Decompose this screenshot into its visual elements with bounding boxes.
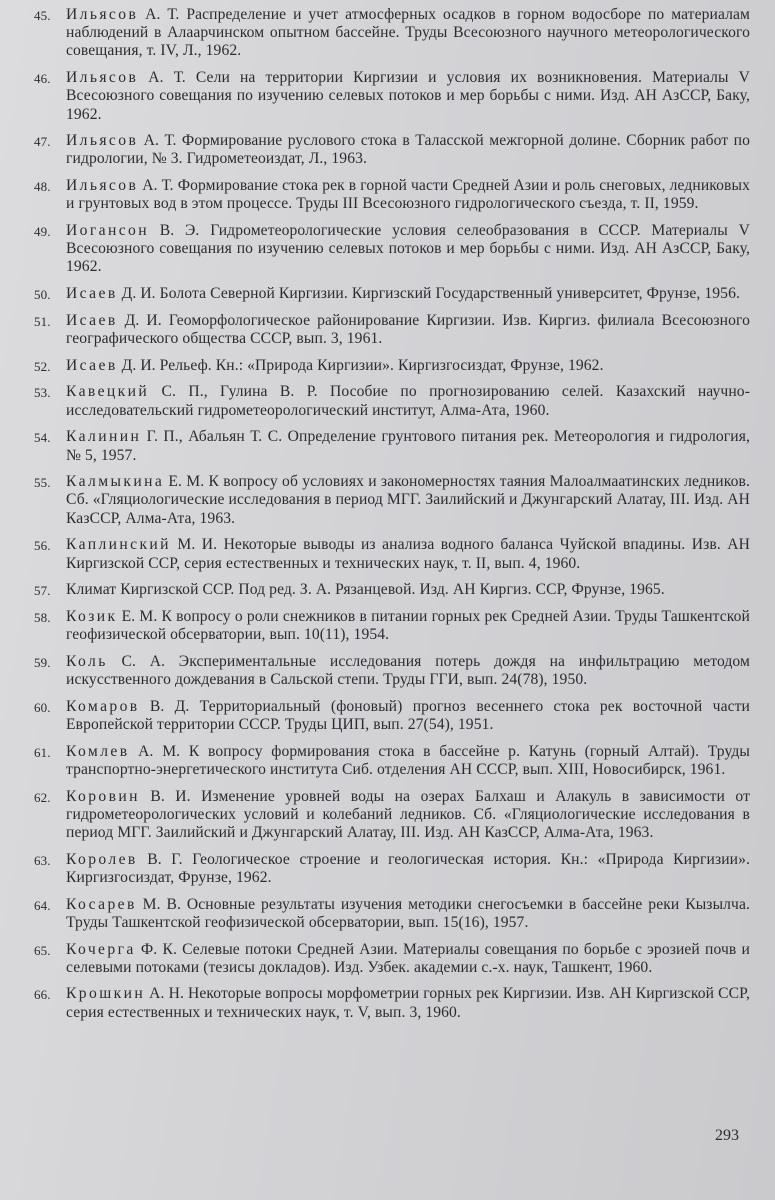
- reference-number: 49.: [34, 224, 51, 240]
- reference-number: 65.: [34, 942, 51, 958]
- reference-text: А. Т. Формирование руслового стока в Таласской межгорной долине. Сборник работ по гидрологии, № 3. Гидрометеоиздат, Л., 1963.: [66, 132, 750, 168]
- reference-author: Коровин: [66, 787, 140, 805]
- reference-text: В. Д. Территориальный (фоновый) прогноз весеннего стока рек восточной части Европейской территории СССР. Труды ЦИП, вып. 27(54), 1951.: [66, 697, 750, 733]
- reference-entry: [34, 851, 750, 887]
- reference-entry: [34, 698, 750, 734]
- reference-author: Крошкин: [66, 985, 146, 1003]
- reference-text: А. Н. Некоторые вопросы морфометрии горных рек Киргизии. Изв. АН Киргизской ССР, серия естественных и технических наук, т. V, вып. 3, 1960.: [66, 985, 750, 1021]
- reference-entry: [34, 285, 750, 303]
- reference-text: Е. М. К вопросу об условиях и закономерностях таяния Малоалмаатинских ледников. Сб. «Гляциологические исследования в период МГГ. Заилийский и Джунгарский Алатау, III. Изд. АН КазССР, Алма-Ата, 1963.: [66, 473, 750, 527]
- reference-text: А. М. К вопросу формирования стока в бассейне р. Катунь (горный Алтай). Труды транспортно-энергетического института Сиб. отделения АН СССР, вып. XIII, Новосибирск, 1961.: [66, 742, 750, 778]
- reference-entry: [34, 608, 750, 644]
- reference-entry: [34, 132, 750, 168]
- reference-text: Ф. К. Селевые потоки Средней Азии. Материалы совещания по борьбе с эрозией почв и селевыми потоками (тезисы докладов). Изд. Узбек. академии с.-х. наук, Ташкент, 1960.: [66, 940, 750, 976]
- reference-text: А. Т. Сели на территории Киргизии и условия их возникновения. Материалы V Всесоюзного совещания по изучению селевых потоков и мер борьбы с ними. Изд. АН АзССР, Баку, 1962.: [66, 69, 750, 123]
- reference-number: 62.: [34, 789, 51, 805]
- reference-text: М. В. Основные результаты изучения методики снегосъемки в бассейне реки Кызылча. Труды Ташкентской геофизической обсерватории, вып. 15(16), 1957.: [66, 895, 750, 931]
- reference-entry: [34, 177, 750, 213]
- reference-entry: [34, 653, 750, 689]
- reference-text: В. Г. Геологическое строение и геологическая история. Кн.: «Природа Киргизии». Киргизгосиздат, Фрунзе, 1962.: [66, 850, 750, 886]
- reference-number: 48.: [34, 179, 51, 195]
- reference-number: 51.: [34, 313, 51, 329]
- reference-text: М. И. Некоторые выводы из анализа водного баланса Чуйской впадины. Изв. АН Киргизской ССР, серия естественных и технических наук, т. II, вып. 4, 1960.: [66, 536, 750, 572]
- reference-number: 64.: [34, 897, 51, 913]
- reference-author: Исаев: [66, 285, 118, 303]
- reference-text: С. А. Экспериментальные исследования потерь дождя на инфильтрацию методом искусственного дождевания в Сальской степи. Труды ГГИ, вып. 24(78), 1950.: [66, 652, 750, 689]
- reference-entry: [34, 743, 750, 779]
- reference-number: 63.: [34, 852, 51, 868]
- reference-number: 57.: [34, 583, 51, 599]
- reference-author: Комлев: [66, 742, 130, 760]
- reference-text: Д. И. Рельеф. Кн.: «Природа Киргизии». Киргизгосиздат, Фрунзе, 1962.: [117, 356, 604, 374]
- reference-author: Иогансон: [66, 222, 149, 240]
- reference-author: Калмыкина: [66, 473, 165, 491]
- reference-number: 58.: [34, 609, 51, 625]
- reference-list: [34, 6, 750, 1030]
- reference-author: Ильясов: [66, 6, 139, 23]
- reference-entry: [34, 222, 750, 277]
- reference-entry: [34, 941, 750, 977]
- reference-author: Козик: [66, 607, 118, 625]
- reference-number: 56.: [34, 538, 51, 554]
- reference-text: Д. И. Болота Северной Киргизии. Киргизский Государственный университет, Фрунзе, 1956.: [117, 285, 740, 303]
- reference-author: Каплинский: [66, 536, 171, 554]
- reference-number: 45.: [34, 8, 51, 23]
- reference-author: Калинин: [66, 428, 142, 446]
- reference-entry: [34, 985, 750, 1021]
- reference-text: Г. П., Абальян Т. С. Определение грунтового питания рек. Метеорология и гидрология, № 5, 1957.: [66, 428, 750, 464]
- reference-number: 46.: [34, 71, 51, 87]
- reference-number: 47.: [34, 134, 51, 150]
- reference-author: Косарев: [66, 895, 137, 913]
- reference-author: Ильясов: [66, 69, 139, 87]
- reference-text: В. Э. Гидрометеорологические условия селеобразования в СССР. Материалы V Всесоюзного совещания по изучению селевых потоков и мер борьбы с ними. Изд. АН АзССР, Баку, 1962.: [66, 222, 750, 276]
- reference-entry: [34, 312, 750, 348]
- reference-author: Ильясов: [66, 177, 139, 195]
- reference-text: С. П., Гулина В. Р. Пособие по прогнозированию селей. Казахский научно-исследовательский гидрометеорологический институт, Алма-Ата, 1960.: [66, 383, 750, 419]
- reference-number: 55.: [34, 475, 51, 491]
- reference-number: 60.: [34, 699, 51, 715]
- reference-number: 59.: [34, 654, 51, 670]
- reference-author: Ильясов: [66, 132, 139, 150]
- reference-number: 54.: [34, 430, 51, 446]
- reference-entry: [34, 69, 750, 124]
- reference-entry: [34, 6, 750, 61]
- reference-text: А. Т. Распределение и учет атмосферных осадков в горном водосборе по материалам наблюдений в Алаарчинском опытном бассейне. Труды Всесоюзного научного метеорологического совещания, т. IV, Л., 1962.: [66, 6, 750, 60]
- reference-entry: [34, 581, 750, 599]
- reference-entry: [34, 896, 750, 932]
- reference-text: А. Т. Формирование стока рек в горной части Средней Азии и роль снеговых, ледниковых и грунтовых вод в этом процессе. Труды III Всесоюзного гидрологического съезда, т. II, 1959.: [66, 177, 750, 213]
- reference-author: Кочерга: [66, 940, 136, 958]
- reference-number: 66.: [34, 987, 51, 1003]
- reference-entry: [34, 473, 750, 528]
- reference-author: Исаев: [66, 356, 118, 374]
- reference-number: 50.: [34, 287, 51, 303]
- reference-entry: [34, 383, 750, 419]
- reference-number: 61.: [34, 744, 51, 760]
- reference-number: 53.: [34, 385, 51, 401]
- reference-number: 52.: [34, 358, 51, 374]
- reference-text: Д. И. Геоморфологическое районирование Киргизии. Изв. Киргиз. филиала Всесоюзного географического общества СССР, вып. 3, 1961.: [66, 311, 750, 348]
- reference-author: Королев: [66, 850, 138, 868]
- reference-author: Кавецкий: [66, 383, 150, 401]
- reference-text: В. И. Изменение уровней воды на озерах Балхаш и Алакуль в зависимости от гидрометеорологических условий и колебаний ледников. Сб. «Гляциологические исследования в период МГГ. Заилийский и Джунгарский Алатау, III. Изд. АН КазССР, Алма-Ата, 1963.: [66, 787, 750, 842]
- reference-author: Коль: [66, 652, 108, 670]
- reference-entry: [34, 788, 750, 843]
- reference-text: Е. М. К вопросу о роли снежников в питании горных рек Средней Азии. Труды Ташкентской геофизической обсерватории, вып. 10(11), 1954.: [66, 607, 750, 644]
- reference-entry: [34, 357, 750, 375]
- page-number: 293: [715, 1127, 739, 1144]
- reference-text: Климат Киргизской ССР. Под ред. З. А. Рязанцевой. Изд. АН Киргиз. ССР, Фрунзе, 1965.: [66, 581, 665, 599]
- reference-author: Исаев: [66, 311, 118, 329]
- reference-author: Комаров: [66, 697, 140, 715]
- reference-entry: [34, 428, 750, 464]
- reference-entry: [34, 536, 750, 572]
